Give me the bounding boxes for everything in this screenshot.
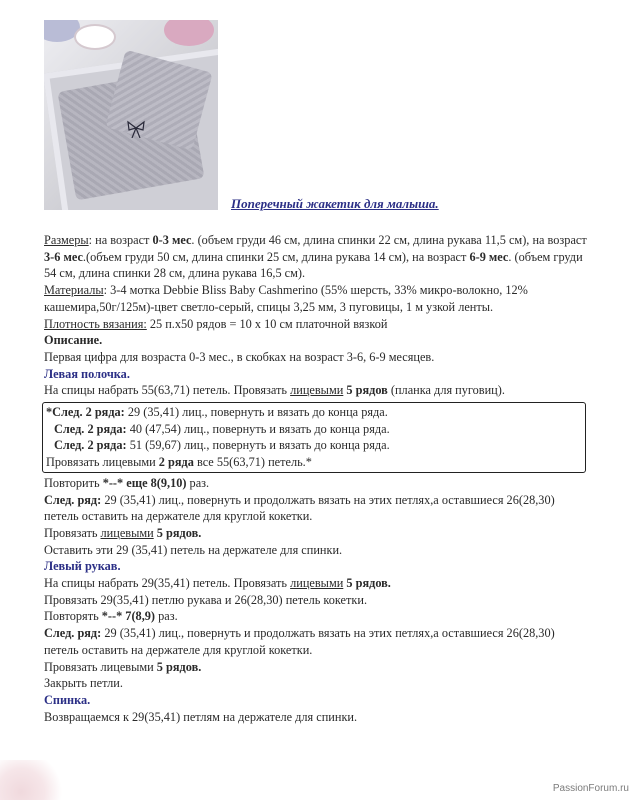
next-row-instruction-1: След. ряд: 29 (35,41) лиц., повернуть и продолжать вязать на этих петлях,а оставшиеся 26(28,30) петель оставить на держателе для круглой кокетки. <box>44 492 555 524</box>
sizes-paragraph: Размеры: на возраст 0-3 мес. (объем груди 46 см, длина спинки 22 см, длина рукава 11,5 см), на возраст 3-6 мес.(объем груди 50 см, длина спинки 25 см, длина рукава 14 см), на возраст 6-9 мес. (объем груди 54 см, длина спинки 28 см, длина рукава 16,5 см). <box>44 233 587 281</box>
short-rows-box <box>42 402 586 473</box>
box-row-4: Провязать лицевыми 2 ряда все 55(63,71) петель.* <box>46 455 312 470</box>
repeat-instruction-2: Повторять *--* 7(8,9) раз. <box>44 609 178 624</box>
box-row-1: *След. 2 ряда: 29 (35,41) лиц., повернуть и вязать до конца ряда. <box>46 405 388 420</box>
knit-5-rows-1: Провязать лицевыми 5 рядов. <box>44 525 202 540</box>
knit-sleeve-text: Провязать 29(35,41) петлю рукава и 26(28,30) петель кокетки. <box>44 592 368 607</box>
back-text: Возвращаемся к 29(35,41) петлям на держателе для спинки. <box>44 709 358 724</box>
document-title: Поперечный жакетик для малыша. <box>231 196 439 211</box>
pattern-text <box>44 232 592 725</box>
materials-paragraph: Материалы: 3-4 мотка Debbie Bliss Baby Cashmerino (55% шерсть, 33% микро-волокно, 12% кашемира,50г/125м)-цвет светло-серый, спицы 3,25 мм, 3 пуговицы, 1 м узкой ленты. <box>44 283 528 314</box>
left-sleeve-heading: Левый рукав. <box>44 559 121 574</box>
density-paragraph: Плотность вязания: 25 п.х50 рядов = 10 х 10 см платочной вязкой <box>44 316 388 331</box>
close-stitches-text: Закрыть петли. <box>44 676 123 691</box>
leave-stitches-text: Оставить эти 29 (35,41) петель на держателе для спинки. <box>44 542 343 557</box>
box-row-2: След. 2 ряда: 40 (47,54) лиц., повернуть и вязать до конца ряда. <box>54 421 390 436</box>
flower-decoration <box>0 760 70 800</box>
knit-5-rows-2: Провязать лицевыми 5 рядов. <box>44 659 202 674</box>
next-row-instruction-2: След. ряд: 29 (35,41) лиц., повернуть и продолжать вязать на этих петлях,а оставшиеся 26(28,30) петель оставить на держателе для круглой кокетки. <box>44 626 555 657</box>
description-heading: Описание. <box>44 333 103 348</box>
box-row-3: След. 2 ряда: 51 (59,67) лиц., повернуть и вязать до конца ряда. <box>54 438 390 453</box>
left-sleeve-text: На спицы набрать 29(35,41) петель. Провязать лицевыми 5 рядов. <box>44 576 391 591</box>
left-front-heading: Левая полочка. <box>44 366 130 381</box>
baby-jacket-photo <box>44 20 218 210</box>
back-heading: Спинка. <box>44 692 91 707</box>
watermark: PassionForum.ru <box>552 783 629 794</box>
repeat-instruction-1: Повторить *--* еще 8(9,10) раз. <box>44 475 210 490</box>
left-front-text: На спицы набрать 55(63,71) петель. Провязать лицевыми 5 рядов (планка для пуговиц). <box>44 383 505 398</box>
ribbon-bow-icon <box>126 118 146 138</box>
description-text: Первая цифра для возраста 0-3 мес., в скобках на возраст 3-6, 6-9 месяцев. <box>44 349 435 364</box>
